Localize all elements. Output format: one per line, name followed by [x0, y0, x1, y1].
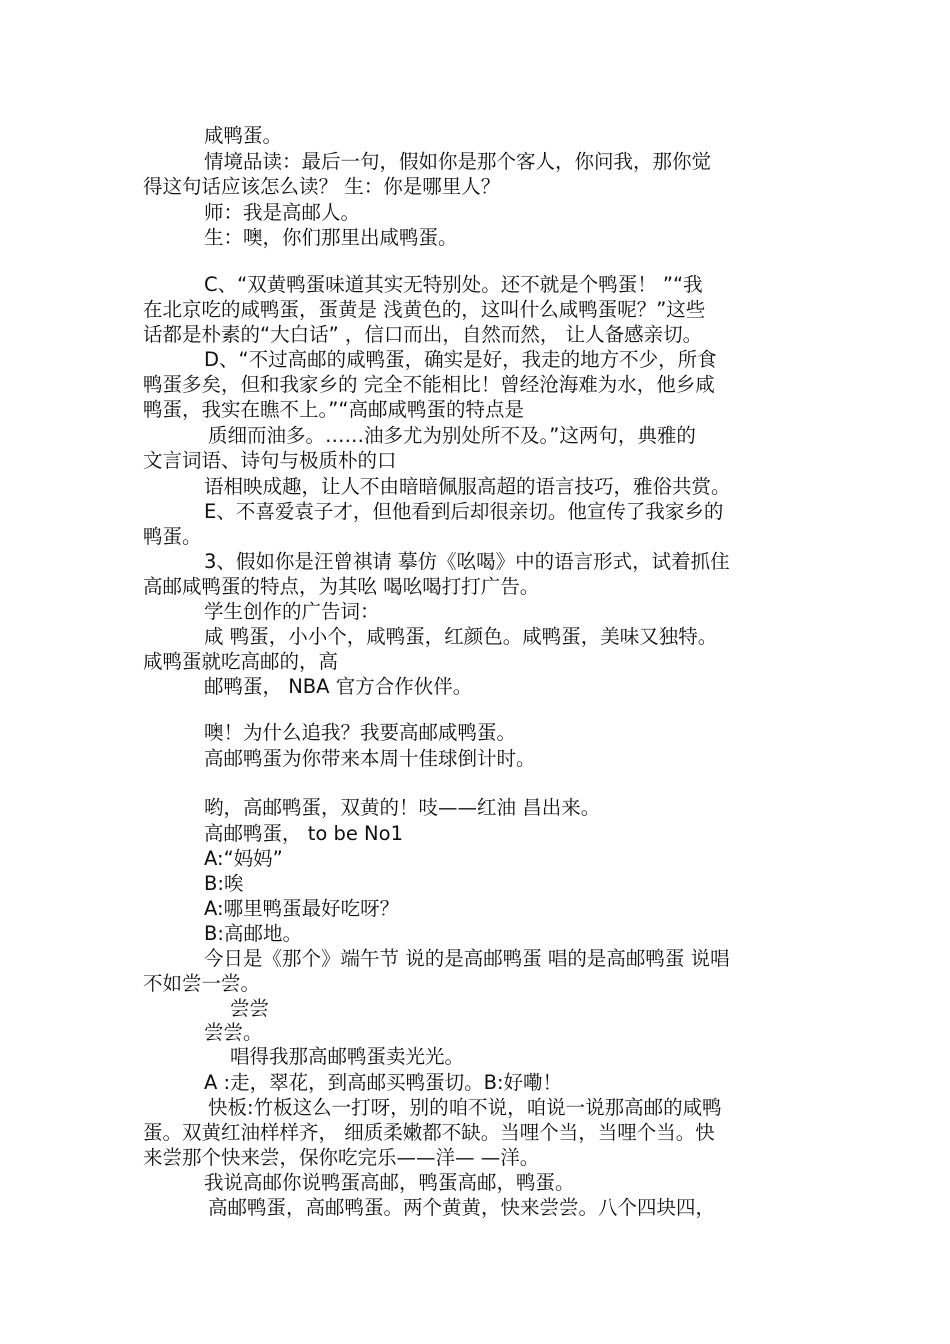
- text-line: 咸鸭蛋就吃高邮的，高: [143, 650, 339, 673]
- text-line: 咸 鸭蛋，小小个，咸鸭蛋，红颜色。咸鸭蛋，美味又独特。: [204, 625, 718, 648]
- text-line: 唱得我那高邮鸭蛋卖光光。: [230, 1045, 465, 1068]
- text-line: 师：我是高邮人。: [204, 201, 361, 224]
- text-line: 生：噢，你们那里出咸鸭蛋。: [204, 226, 458, 249]
- text-line: 尝尝: [230, 997, 270, 1020]
- text-line: B:高邮地。: [204, 922, 302, 945]
- text-line: A:“妈妈”: [204, 847, 283, 870]
- text-line: 得这句话应该怎么读？ 生：你是哪里人？: [143, 175, 501, 198]
- text-line: 3、假如你是汪曾祺请 摹仿《吆喝》中的语言形式，试着抓住: [204, 550, 730, 573]
- text-line: 高邮鸭蛋， to be No1: [204, 822, 403, 845]
- text-line: 质细而油多。……油多尤为别处所不及。”这两句，典雅的: [208, 424, 696, 447]
- text-line: 在北京吃的咸鸭蛋，蛋黄是 浅黄色的，这叫什么咸鸭蛋呢？”这些: [143, 298, 706, 321]
- text-line: 学生创作的广告词：: [204, 600, 380, 623]
- text-line: 我说高邮你说鸭蛋高邮，鸭蛋高邮，鸭蛋。: [204, 1171, 575, 1194]
- text-line: A :走，翠花，到高邮买鸭蛋切。B:好嘞！: [204, 1071, 563, 1094]
- text-line: 今日是《那个》端午节 说的是高邮鸭蛋 唱的是高邮鸭蛋 说唱: [204, 947, 730, 970]
- text-line: 邮鸭蛋， NBA 官方合作伙伴。: [204, 675, 473, 698]
- text-line: 鸭蛋，我实在瞧不上。”“高邮咸鸭蛋的特点是: [143, 398, 524, 421]
- text-line: 蛋。双黄红油样样齐， 细质柔嫩都不缺。当哩个当，当哩个当。快: [143, 1121, 715, 1144]
- text-line: 鸭蛋多矣，但和我家乡的 完全不能相比！曾经沧海难为水，他乡咸: [143, 373, 715, 396]
- text-line: 哟，高邮鸭蛋，双黄的！吱——红油 昌出来。: [204, 796, 601, 819]
- text-line: D、“不过高邮的咸鸭蛋，确实是好，我走的地方不少，所食: [204, 348, 717, 371]
- text-line: 尝尝。: [204, 1021, 263, 1044]
- text-line: 情境品读：最后一句，假如你是那个客人，你问我，那你觉: [204, 150, 712, 173]
- text-line: 文言词语、诗句与极质朴的口: [143, 449, 397, 472]
- text-line: 高邮咸鸭蛋的特点，为其吆 喝吆喝打打广告。: [143, 575, 540, 598]
- text-line: B:唉: [204, 872, 244, 895]
- text-line: 咸鸭蛋。: [204, 124, 283, 147]
- text-line: E、不喜爱袁子才，但他看到后却很亲切。他宣传了我家乡的: [204, 500, 724, 523]
- text-line: 鸭蛋。: [143, 525, 202, 548]
- text-line: 高邮鸭蛋为你带来本周十佳球倒计时。: [204, 747, 536, 770]
- text-line: 噢！为什么追我？我要高邮咸鸭蛋。: [204, 721, 517, 744]
- text-line: 语相映成趣，让人不由暗暗佩服高超的语言技巧，雅俗共赏。: [204, 475, 731, 498]
- text-line: 不如尝一尝。: [143, 972, 261, 995]
- text-line: C、“双黄鸭蛋味道其实无特别处。还不就是个鸭蛋！ ”“我: [204, 273, 703, 296]
- text-line: 来尝那个快来尝，保你吃完乐——洋— —洋。: [143, 1146, 540, 1169]
- text-line: 高邮鸭蛋，高邮鸭蛋。两个黄黄，快来尝尝。八个四块四，: [208, 1196, 716, 1219]
- text-line: A:哪里鸭蛋最好吃呀？: [204, 897, 400, 920]
- text-line: 快板:竹板这么一打呀，别的咱不说，咱说一说那高邮的咸鸭: [208, 1096, 722, 1119]
- text-line: 话都是朴素的“大白话” ，信口而出，自然而然， 让人备感亲切。: [143, 323, 703, 346]
